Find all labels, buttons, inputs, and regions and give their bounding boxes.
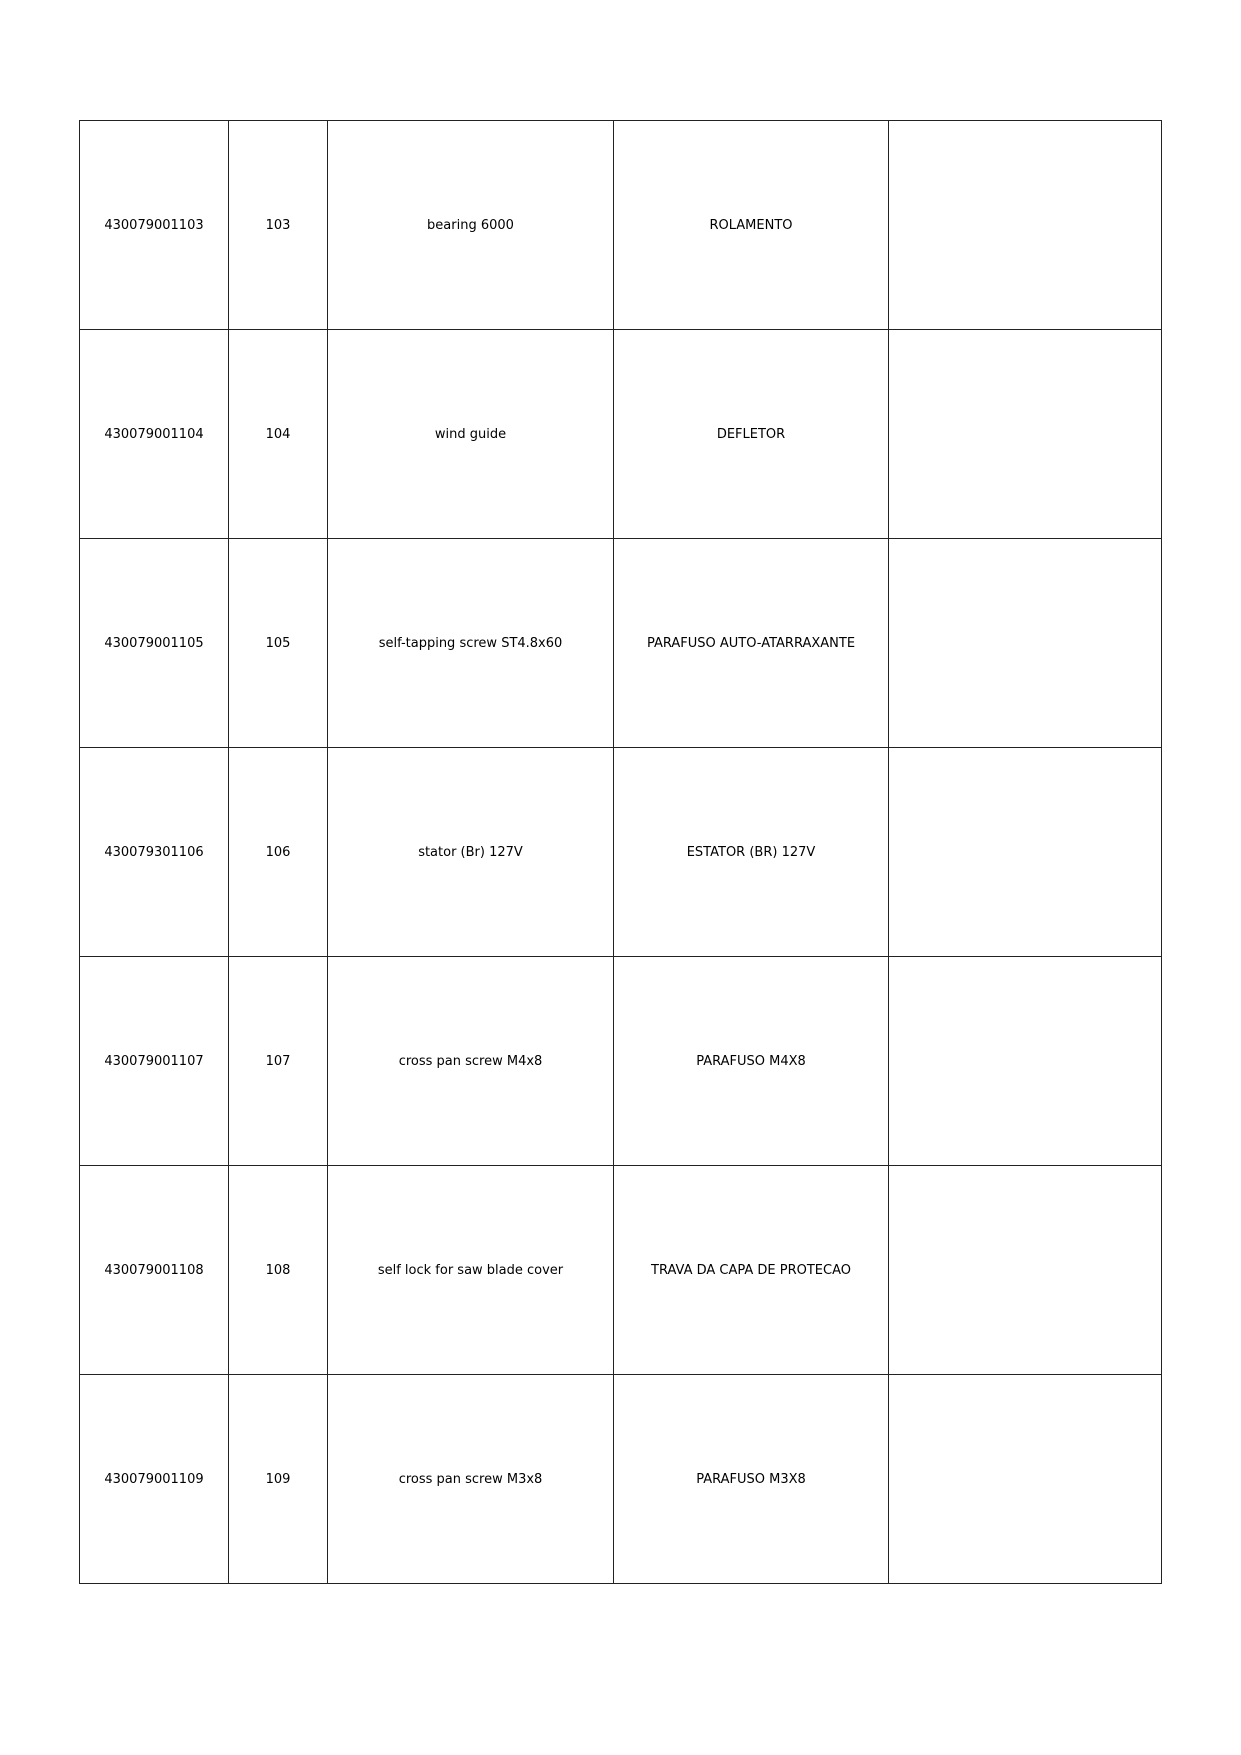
table-row [80,330,1162,539]
parts-table [79,120,1162,1584]
notes-cell [889,1375,1162,1584]
english-description-cell: self lock for saw blade cover [328,1166,614,1375]
part-code-cell: 430079001108 [80,1166,229,1375]
english-description-cell: cross pan screw M4x8 [328,957,614,1166]
item-number-cell: 103 [229,121,328,330]
table-row [80,748,1162,957]
part-code-cell: 430079001107 [80,957,229,1166]
english-description-cell: bearing 6000 [328,121,614,330]
english-description-cell: wind guide [328,330,614,539]
item-number-cell: 107 [229,957,328,1166]
english-description-cell: self-tapping screw ST4.8x60 [328,539,614,748]
item-number-cell: 106 [229,748,328,957]
item-number-cell: 105 [229,539,328,748]
notes-cell [889,330,1162,539]
part-code-cell: 430079001103 [80,121,229,330]
table-row [80,1375,1162,1584]
table-row [80,1166,1162,1375]
notes-cell [889,121,1162,330]
portuguese-description-cell: TRAVA DA CAPA DE PROTECAO [614,1166,889,1375]
notes-cell [889,539,1162,748]
item-number-cell: 104 [229,330,328,539]
table-row [80,539,1162,748]
part-code-cell: 430079001109 [80,1375,229,1584]
portuguese-description-cell: ESTATOR (BR) 127V [614,748,889,957]
english-description-cell: stator (Br) 127V [328,748,614,957]
part-code-cell: 430079301106 [80,748,229,957]
table-row [80,957,1162,1166]
item-number-cell: 109 [229,1375,328,1584]
english-description-cell: cross pan screw M3x8 [328,1375,614,1584]
portuguese-description-cell: PARAFUSO M3X8 [614,1375,889,1584]
part-code-cell: 430079001105 [80,539,229,748]
notes-cell [889,1166,1162,1375]
portuguese-description-cell: PARAFUSO M4X8 [614,957,889,1166]
notes-cell [889,748,1162,957]
portuguese-description-cell: DEFLETOR [614,330,889,539]
portuguese-description-cell: ROLAMENTO [614,121,889,330]
table-row [80,121,1162,330]
part-code-cell: 430079001104 [80,330,229,539]
item-number-cell: 108 [229,1166,328,1375]
notes-cell [889,957,1162,1166]
portuguese-description-cell: PARAFUSO AUTO-ATARRAXANTE [614,539,889,748]
